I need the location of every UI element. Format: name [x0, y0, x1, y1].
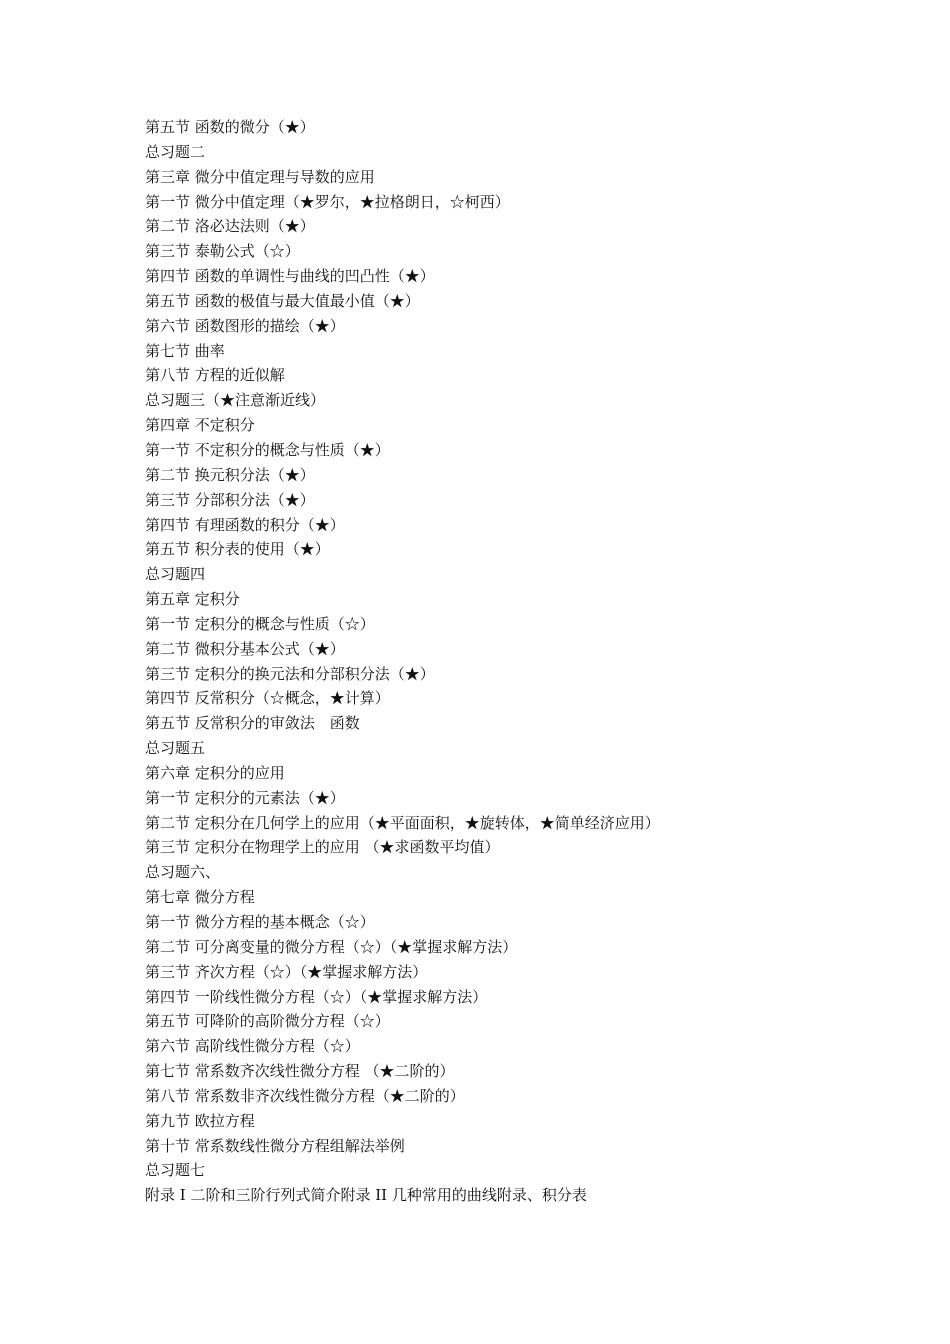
toc-line: 第三节 定积分的换元法和分部积分法（★）: [145, 664, 435, 683]
toc-line: 总习题五: [145, 739, 206, 758]
toc-line: 第七节 常系数齐次线性微分方程 （★二阶的）: [145, 1062, 455, 1081]
toc-line: 第八节 常系数非齐次线性微分方程（★二阶的）: [145, 1086, 465, 1105]
toc-line: 第五章 定积分: [145, 590, 240, 609]
toc-line: 第五节 函数的微分（★）: [145, 118, 315, 136]
toc-line: 第一节 定积分的概念与性质（☆）: [145, 614, 375, 633]
toc-line: 第二节 微积分基本公式（★）: [145, 639, 345, 658]
toc-line: 第五节 积分表的使用（★）: [145, 540, 330, 559]
toc-line: 第二节 换元积分法（★）: [145, 465, 315, 484]
toc-line: 第三节 泰勒公式（☆）: [145, 242, 300, 261]
toc-line: 第三章 微分中值定理与导数的应用: [145, 167, 375, 186]
toc-line: 第七章 微分方程: [145, 888, 255, 907]
toc-line: 第二节 定积分在几何学上的应用（★平面面积，★旋转体，★简单经济应用）: [145, 813, 660, 832]
toc-line: 第六节 高阶线性微分方程（☆）: [145, 1037, 360, 1056]
toc-line: 第一节 微分方程的基本概念（☆）: [145, 913, 375, 931]
toc-line: 第五节 函数的极值与最大值最小值（★）: [145, 291, 420, 310]
toc-line: 第六章 定积分的应用: [145, 763, 285, 782]
toc-line: 第八节 方程的近似解: [145, 366, 285, 385]
toc-line: 第一节 不定积分的概念与性质（★）: [145, 440, 390, 459]
toc-line: 总习题六、: [145, 863, 221, 882]
toc-line: 第十节 常系数线性微分方程组解法举例: [145, 1136, 405, 1155]
toc-line: 第九节 欧拉方程: [145, 1111, 255, 1130]
toc-line: 第五节 可降阶的高阶微分方程（☆）: [145, 1012, 390, 1031]
toc-line: 第三节 分部积分法（★）: [145, 490, 315, 509]
toc-line: 第三节 定积分在物理学上的应用 （★求函数平均值）: [145, 838, 500, 857]
toc-line: 总习题二: [145, 142, 206, 161]
toc-line: 第一节 微分中值定理（★罗尔，★拉格朗日，☆柯西）: [145, 192, 510, 211]
toc-line: 附录 I 二阶和三阶行列式简介附录 II 几种常用的曲线附录、积分表: [145, 1186, 587, 1205]
toc-line: 第一节 定积分的元素法（★）: [145, 788, 345, 807]
toc-line: 第四节 一阶线性微分方程（☆）（★掌握求解方法）: [145, 987, 488, 1006]
toc-line: 第五节 反常积分的审敛法 函数: [145, 714, 360, 733]
toc-line: 总习题七: [145, 1161, 206, 1180]
toc-line: 第二节 洛必达法则（★）: [145, 217, 315, 236]
toc-line: 总习题四: [145, 565, 206, 584]
toc-line: 总习题三（★注意渐近线）: [145, 391, 326, 410]
toc-line: 第四节 反常积分（☆概念，★计算）: [145, 689, 390, 708]
toc-line: 第四节 有理函数的积分（★）: [145, 515, 345, 534]
toc-line: 第三节 齐次方程（☆）（★掌握求解方法）: [145, 962, 428, 981]
toc-line: 第六节 函数图形的描绘（★）: [145, 316, 345, 335]
toc-line: 第七节 曲率: [145, 341, 225, 360]
table-of-contents: [145, 115, 905, 1208]
toc-line: 第二节 可分离变量的微分方程（☆）（★掌握求解方法）: [145, 937, 518, 956]
toc-line: 第四节 函数的单调性与曲线的凹凸性（★）: [145, 267, 435, 286]
toc-line: 第四章 不定积分: [145, 416, 255, 435]
